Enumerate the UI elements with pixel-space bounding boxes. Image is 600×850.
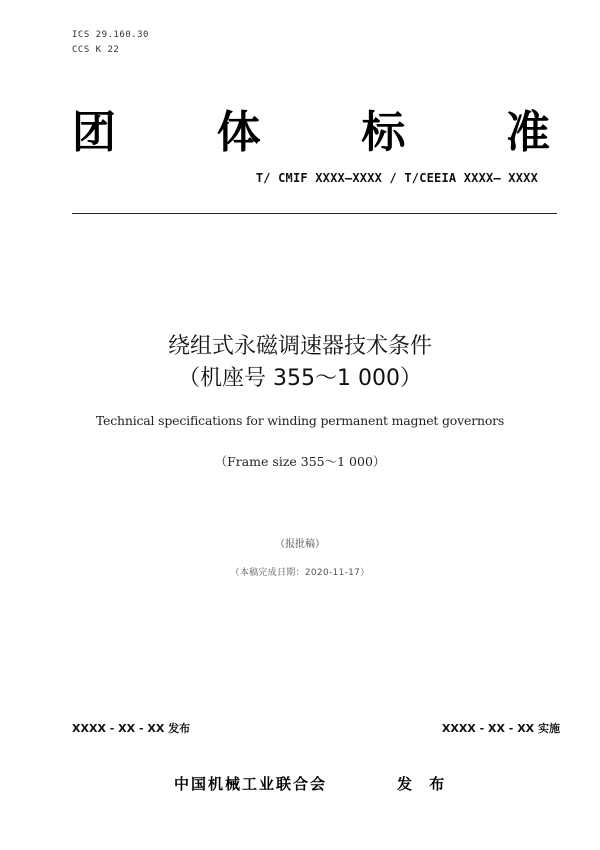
issue-date: XXXX - XX - XX 发布 [72, 722, 191, 735]
standard-type-heading [72, 98, 550, 158]
header-divider [72, 213, 557, 214]
standard-type-char: 体 [216, 107, 261, 158]
ics-code: ICS 29.160.30 [72, 30, 149, 40]
standard-type-char: 准 [505, 107, 550, 158]
ccs-code: CCS K 22 [72, 45, 120, 55]
chinese-title-line-2: （机座号 355～1 000） [178, 366, 422, 391]
implementation-date: XXXX - XX - XX 实施 [441, 722, 560, 735]
publisher-name: 中国机械工业联合会 [174, 775, 328, 793]
standard-type-char: 标 [361, 107, 406, 158]
draft-status: （报批稿） [275, 539, 325, 550]
chinese-title-line-1: 绕组式永磁调速器技术条件 [167, 334, 432, 359]
english-title-line-1: Technical specifications for winding permanent magnet governors [95, 413, 505, 428]
draft-completion-date: （本稿完成日期：2020-11-17） [230, 568, 370, 578]
standard-number: T/ CMIF XXXX—XXXX / T/CEEIA XXXX— XXXX [255, 171, 538, 185]
english-title-line-2: （Frame size 355～1 000） [214, 454, 386, 469]
publish-label: 发 布 [397, 775, 451, 793]
standard-type-char: 团 [72, 107, 116, 158]
